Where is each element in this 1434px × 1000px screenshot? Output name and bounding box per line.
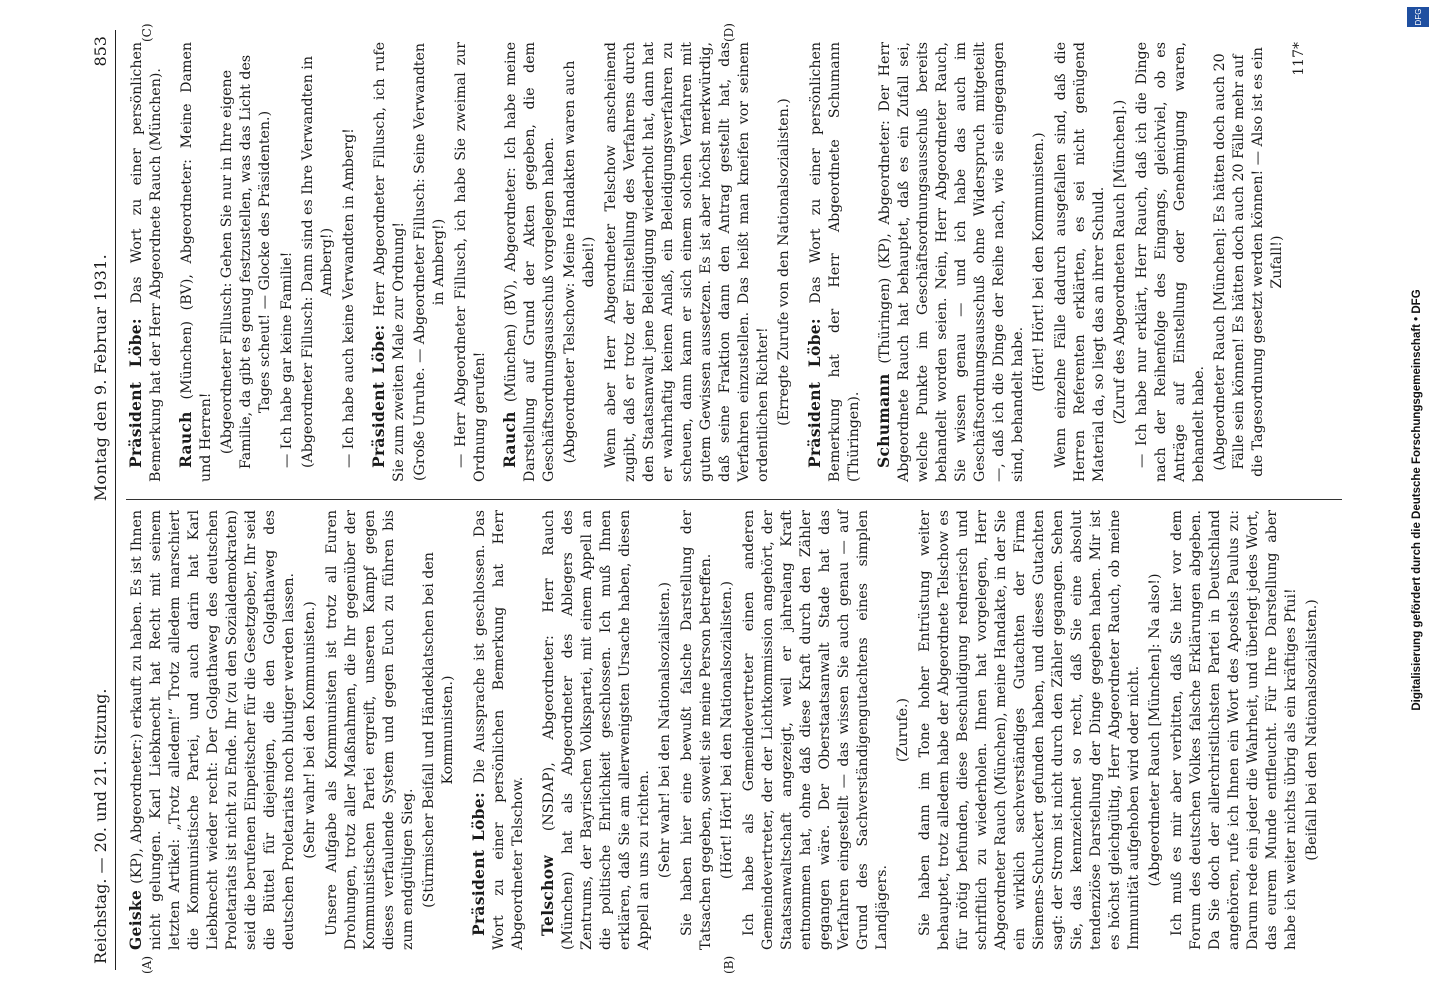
speaker-name: Präsident Löbe: (805, 303, 824, 468)
paragraph-text: (Sehr wahr! bei den Kommunisten.) (302, 601, 318, 859)
interjection (775, 42, 794, 482)
paragraph-text: Ich habe als Gemeindevertreter einen anderen Gemeindevertreter, der der Lichtkommission angehört, der Staatsanwaltschaft angezeigt, weil er jahrelang Kraft entnommen hat, ohne daß diese Kraft durch den Zähler gegangen wäre. Der Oberstaatsanwalt Stade hat das Verfahren eingestellt — das wissen Sie auch genau — auf Grund des Sachverständigengutachtens eines simplen Landjägers. (741, 510, 890, 950)
paragraph-gap (797, 42, 805, 482)
interjection (301, 510, 320, 950)
speaker-name: Telschow (538, 831, 557, 936)
interjection (1303, 510, 1322, 950)
paragraph-text: — Herr Abgeordneter Fillusch, ich habe Sie zweimal zur Ordnung gerufen! (453, 42, 488, 482)
paragraph-text: — Ich habe gar keine Familie! (279, 251, 295, 468)
paragraph (874, 42, 1028, 482)
paragraph-text: — Ich habe auch keine Verwandten in Amberg! (341, 128, 357, 468)
paragraph (452, 42, 490, 482)
interjection (299, 42, 337, 482)
page-content (82, 23, 1352, 974)
paragraph-text: (Erregte Zurufe von den Nationalsozialisten.) (776, 98, 792, 426)
paragraph (323, 510, 418, 950)
paragraph-gap (492, 42, 500, 482)
paragraph-text: (Stürmischer Beifall und Händeklatschen bei den Kommunisten.) (421, 552, 456, 908)
paragraph (1133, 42, 1209, 482)
paragraph-gap (168, 42, 176, 482)
paragraph (538, 510, 654, 950)
paragraph (740, 510, 892, 950)
interjection (420, 510, 458, 950)
paragraph-text: (NSDAP), Abgeordneter: Herr Rauch (München) hat als Abgeordneter des Ablegers des Zentrums, der Bayrischen Volkspartei, mit einem Appell an die politische Ehrlichkeit geschlossen. Ich muß Ihnen erklären, daß Sie am allerwenigsten Ursache haben, diesen Appell an uns zu richten. (541, 510, 652, 950)
paragraph (805, 42, 864, 482)
paragraph (500, 42, 559, 482)
paragraph (469, 510, 528, 950)
paragraph-text: (Zurufe.) (895, 697, 911, 763)
right-column (126, 42, 1346, 482)
paragraph-text: Das Wort zu einer persönlichen Bemerkung hat der Herr Abgeordnete Schumann (Thüringen). (808, 41, 862, 482)
signature-mark: 117* (1291, 42, 1307, 76)
paragraph-gap (461, 510, 469, 950)
paragraph-text: Ich muß es mir aber verbitten, daß Sie hier vor dem Forum des deutschen Volkes falsche Erklärungen abgeben. Da Sie doch der allerchristlichsten Partei in Deutschland angehören, rufe ich Ihnen ein Wort des Apostels Paulus zu: Darum rede ein jeder die Wahrheit, und überlegt jedes Wort, das eurem Munde entfleucht. Für Ihre Darstellung aber habe ich weiter nichts übrig als ein kräftiges Pfui! (1169, 510, 1299, 950)
paragraph-text: (Sehr wahr! bei den Nationalsozialisten.) (657, 581, 673, 879)
interjection (1030, 42, 1049, 482)
paragraph-text: Sie haben dann im Tone hoher Entrüstung weiter behauptet, trotz alledem habe der Abgeordnete Telschow es für nötig befunden, diese Beschuldigung rednerisch und schriftlich zu wiederholen. Ihnen hat vorgelegen, Herr Abgeordneter Rauch (München), meine Handakte, in der Sie ein wirklich sachverständiges Gutachten der Firma Siemens-Schuckert gefunden haben, und dieses Gutachten sagt: der Strom ist nicht durch den Zähler gegangen. Sehen Sie, das kennzeichnet so recht, daß Sie eine absolut tendenziöse Darstellung der Dinge gegeben haben. Mir ist es höchst gleichgültig, Herr Abgeordneter Rauch, ob meine Immunität aufgehoben wird oder nicht. (917, 510, 1142, 950)
paragraph-text: (München) (BV), Abgeordneter: Ich habe meine Darstellung auf Grund der Akten gegeben, die dem Geschäftsordnungsausschuß vorgelegen haben. (503, 41, 557, 482)
speaker-name: Rauch (176, 399, 195, 468)
margin-marker-c: (C) (140, 23, 154, 42)
interjection (1211, 42, 1287, 482)
paragraph-text: (Abgeordneter Fillusch: Dann sind es Ihre Verwandten in Amberg!) (300, 55, 335, 469)
paragraph-text: Die Aussprache ist geschlossen. Das Wort zu einer persönlichen Bemerkung hat Herr Abgeordneter Telschow. (472, 510, 526, 950)
paragraph-gap (866, 42, 874, 482)
paragraph (126, 42, 166, 482)
speaker-name: Schumann (874, 363, 893, 468)
dfg-logo: DFG (1407, 7, 1429, 27)
paragraph-gap (361, 42, 369, 482)
margin-marker-d: (D) (722, 23, 736, 42)
watermark-text: Digitalisierung gefördert durch die Deutsche Forschungsgemeinschaft • DFG (1411, 289, 1423, 711)
speaker-name: Rauch (500, 402, 519, 468)
paragraph-text: Unsere Aufgabe als Kommunisten ist trotz all Euren Drohungen, trotz aller Maßnahmen, die Ihr gegenüber der Kommunistischen Partei ergreift, unseren Kampf gegen dieses verfaulende System und gegen Euch zu führen bis zum endgültigen Sieg. (324, 510, 416, 950)
paragraph-text: (Hört! Hört! bei den Kommunisten.) (1031, 132, 1047, 392)
interjection (718, 510, 737, 950)
interjection (894, 510, 913, 950)
paragraph-gap (530, 510, 538, 950)
paragraph (369, 42, 409, 482)
interjection (561, 42, 599, 482)
dfg-watermark (1400, 0, 1434, 1000)
paragraph (1168, 510, 1301, 950)
paragraph-text: (Abgeordneter Telschow: Meine Handakten waren auch dabei!) (562, 60, 597, 464)
paragraph-text: Wenn aber Herr Abgeordneter Telschow anscheinend zugibt, daß er trotz der Einstellung des Verfahrens durch den Staatsanwalt jene Beleidigung wiederholt hat, dann hat er wahrhaftig keinen Anlaß, ein Beleidigungsverfahren zu scheuen, dann kann er sich einem solchen Verfahren mit gutem Gewissen aussetzen. Es ist aber höchst merkwürdig, daß seine Fraktion dann den Antrag gestellt hat, das Verfahren einzustellen. Das heißt man kneifen vor seinem ordentlichen Richter! (603, 42, 771, 482)
paragraph-text: (Abgeordneter Fillusch: Gehen Sie nur in Ihre eigene Familie, da gibt es genug festzustellen, was das Licht des Tages scheut! — Glocke des Präsidenten.) (219, 54, 273, 470)
paragraph-text: Wenn einzelne Fälle dadurch ausgefallen sind, daß die Herren Referenten erklärten, es sei nicht genügend Material da, so liegt das an ihrer Schuld. (1053, 42, 1107, 482)
speaker-name: Präsident Löbe: (469, 783, 488, 936)
paragraph-text: (Thüringen) (KP), Abgeordneter: Der Herr Abgeordnete Rauch hat behauptet, daß es ein Zufall sei, welche Punkte im Geschäftsordnungsausschuß bereits behandelt worden seien. Nein, Herr Abgeordneter Rauch, Sie wissen genau — und ich habe das auch im Geschäftsordnungsausschuß ohne Widerspruch mitgeteilt —, daß ich die Dinge der Reihe nach, wie sie eingegangen sind, behandelt habe. (877, 41, 1026, 482)
paragraph (916, 510, 1144, 950)
paragraph-text: Sie haben hier eine bewußt falsche Darstellung der Tatsachen gegeben, soweit sie meine Person betreffen. (679, 510, 714, 950)
paragraph (278, 42, 297, 482)
paragraph (1052, 42, 1109, 482)
paragraph (340, 42, 359, 482)
paragraph-text: Das Wort zu einer persönlichen Bemerkung hat der Herr Abgeordnete Rauch (München). (129, 41, 164, 482)
paragraph-text: (Abgeordneter Rauch [München]: Es hätten doch auch 20 Fälle sein können! Es hätten doch auch 20 Fälle mehr auf die Tagesordnung gesetzt werden können! — Also ist es ein Zufall!) (1212, 47, 1285, 477)
interjection (656, 510, 675, 950)
paragraph (678, 510, 716, 950)
page-header (82, 30, 116, 970)
paragraph-text: (Große Unruhe. — Abgeordneter Fillusch: Seine Verwandten in Amberg!) (412, 42, 447, 482)
column-divider (126, 499, 1342, 500)
speaker-name: Geiske (126, 883, 145, 950)
header-left: Reichstag. — 20. und 21. Sitzung. (91, 688, 110, 964)
interjection (1111, 42, 1130, 482)
header-center: Montag den 9. Februar 1931. (91, 253, 110, 502)
paragraph-text: (KP), Abgeordneter:) erkauft zu haben. Es ist Ihnen nicht gelungen. Karl Liebknecht hat Recht mit seinem letzten Artikel: „Trotz alledem!“ Trotz alledem marschiert die Kommunistische Partei, und auch darin hat Karl Liebknecht wieder recht: Der Golgathaweg des deutschen Proletariats ist nicht zu Ende. Ihr (zu den Sozialdemokraten) seid die berufenen Einpeitscher für die Gesetzgeber, Ihr seid die Büttel für diejenigen, die den Golgathaweg des deutschen Proletariats noch blutiger werden lassen. (129, 510, 297, 950)
paragraph-text: (Beifall bei den Nationalsozialisten.) (1304, 599, 1320, 861)
speaker-name: Präsident Löbe: (126, 303, 145, 468)
margin-marker-a: (A) (140, 955, 154, 974)
paragraph-text: (Zuruf des Abgeordneten Rauch [München].) (1112, 99, 1128, 425)
page-number: 853 (91, 36, 110, 67)
rotated-page (82, 23, 1352, 974)
paragraph-text: Herr Abgeordneter Fillusch, ich rufe Sie zum zweiten Male zur Ordnung! (372, 42, 407, 482)
paragraph (176, 42, 216, 482)
margin-marker-b: (B) (722, 955, 736, 974)
paragraph-text: (München) (BV), Abgeordneter: Meine Damen und Herren! (179, 42, 214, 482)
interjection (218, 42, 275, 482)
paragraph-text: — Ich habe nur erklärt, Herr Rauch, daß ich die Dinge nach der Reihenfolge des Eingangs, gleichviel, ob es Anträge auf Einstellung oder Genehmigung waren, behandelt habe. (1134, 42, 1207, 482)
speaker-name: Präsident Löbe: (369, 316, 388, 468)
interjection (1146, 510, 1165, 950)
left-column (126, 510, 1346, 950)
paragraph-text: (Hört! Hört! bei den Nationalsozialisten.) (719, 580, 735, 880)
interjection (411, 42, 449, 482)
paragraph (602, 42, 773, 482)
paragraph-text: (Abgeordneter Rauch [München]: Na also!) (1147, 573, 1163, 887)
paragraph (126, 510, 299, 950)
